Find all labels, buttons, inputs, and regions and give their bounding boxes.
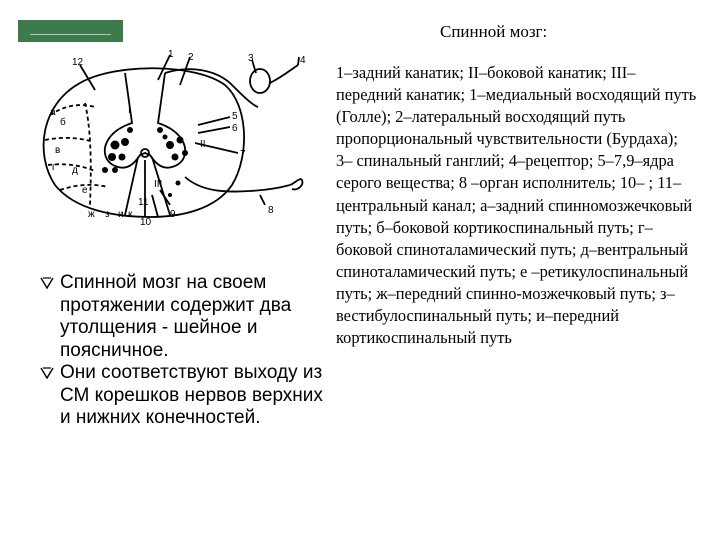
label-zh: ж bbox=[88, 209, 95, 220]
label-region-II: II bbox=[200, 139, 206, 150]
label-z: з bbox=[105, 209, 110, 220]
label-region-I: I bbox=[128, 105, 131, 116]
label-5: 5 bbox=[232, 111, 238, 122]
label-8: 8 bbox=[268, 205, 274, 216]
label-7: 7 bbox=[240, 149, 246, 160]
label-region-III: III bbox=[154, 179, 163, 190]
label-9: 9 bbox=[170, 209, 176, 220]
spinal-cord-diagram bbox=[20, 45, 320, 230]
label-4: 4 bbox=[300, 55, 306, 66]
decorative-green-tab bbox=[18, 20, 123, 42]
label-12: 12 bbox=[72, 57, 84, 68]
page-title: Спинной мозг: bbox=[440, 22, 548, 41]
bullet-text: Они соответствуют выходу из СМ корешков нервов верхних и нижних конечностей. bbox=[60, 362, 323, 428]
checkmark-icon bbox=[40, 366, 54, 380]
checkmark-icon bbox=[40, 276, 54, 290]
label-1: 1 bbox=[168, 49, 174, 60]
label-11: 11 bbox=[138, 197, 149, 208]
label-g: г bbox=[52, 162, 56, 173]
label-3: 3 bbox=[248, 53, 254, 64]
spinal-cord-svg bbox=[20, 45, 320, 230]
label-k: к bbox=[128, 209, 133, 220]
label-b: б bbox=[60, 117, 66, 128]
label-v: в bbox=[55, 145, 61, 156]
label-i: и bbox=[118, 209, 124, 220]
legend-text: 1–задний канатик; II–боковой канатик; III–передний канатик; 1–медиальный восходящий путь (Голле); 2–латеральный восходящий путь пропорциональный чувствительности (Бурдаха); 3– спинальный ганглий; 4–рецептор; 5–7,9–ядра серого вещества; 8 –орган исполнитель; 10– ; 11–центральный канал; а–задний спинномозжечковый путь; б–боковой кортикоспинальный путь; г–боковой спиноталамический путь; д–вентральный спиноталамический путь; е –ретикулоспинальный путь; ж–передний спинно-мозжечковый путь; з–вестибулоспинальный путь; и–передний кортикоспинальный путь bbox=[336, 63, 697, 348]
label-e: е bbox=[82, 185, 88, 196]
bullet-list bbox=[40, 272, 325, 430]
label-a: а bbox=[50, 107, 56, 118]
decorative-line bbox=[30, 34, 111, 35]
label-6: 6 bbox=[232, 123, 238, 134]
label-2: 2 bbox=[188, 52, 194, 63]
bullet-item bbox=[40, 272, 325, 362]
label-10: 10 bbox=[140, 217, 152, 228]
bullet-item bbox=[40, 362, 325, 430]
label-d: д bbox=[72, 165, 78, 176]
bullet-text: Спинной мозг на своем протяжении содержит два утолщения - шейное и поясничное. bbox=[60, 272, 292, 361]
